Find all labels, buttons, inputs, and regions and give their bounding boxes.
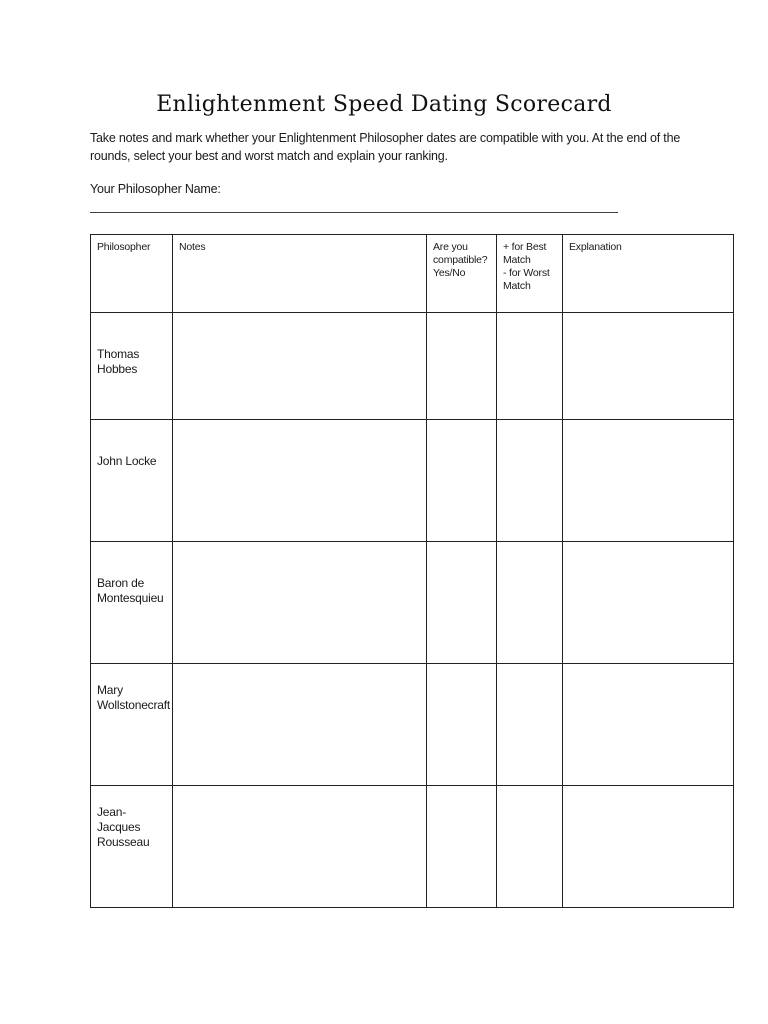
table-row xyxy=(91,313,734,420)
explanation-cell[interactable] xyxy=(563,313,734,420)
philosopher-name: Mary Wollstonecraft xyxy=(91,664,173,786)
notes-cell[interactable] xyxy=(173,542,427,664)
compatible-cell[interactable] xyxy=(427,542,497,664)
explanation-cell[interactable] xyxy=(563,542,734,664)
header-notes: Notes xyxy=(173,235,427,313)
match-cell[interactable] xyxy=(497,542,563,664)
header-match: + for Best Match - for Worst Match xyxy=(497,235,563,313)
instructions-text: Take notes and mark whether your Enlightenment Philosopher dates are compatible with you. At the end of the rounds, select your best and worst match and explain your ranking. xyxy=(90,131,681,163)
notes-cell[interactable] xyxy=(173,313,427,420)
explanation-cell[interactable] xyxy=(563,420,734,542)
notes-cell[interactable] xyxy=(173,420,427,542)
explanation-cell[interactable] xyxy=(563,786,734,908)
compatible-cell[interactable] xyxy=(427,313,497,420)
philosopher-name: Baron de Montesquieu xyxy=(91,542,173,664)
table-row xyxy=(91,542,734,664)
explanation-cell[interactable] xyxy=(563,664,734,786)
philosopher-name: John Locke xyxy=(91,420,173,542)
match-cell[interactable] xyxy=(497,786,563,908)
page-title: Enlightenment Speed Dating Scorecard xyxy=(156,92,612,117)
header-compatible: Are you compatible? Yes/No xyxy=(427,235,497,313)
compatible-cell[interactable] xyxy=(427,664,497,786)
scorecard-table xyxy=(90,234,734,908)
header-row xyxy=(91,235,734,313)
table-row xyxy=(91,420,734,542)
table-row xyxy=(91,786,734,908)
philosopher-name-label: Your Philosopher Name: xyxy=(90,182,221,196)
notes-cell[interactable] xyxy=(173,664,427,786)
compatible-cell[interactable] xyxy=(427,420,497,542)
compatible-cell[interactable] xyxy=(427,786,497,908)
philosopher-name-blank-line[interactable] xyxy=(90,212,618,213)
table-row xyxy=(91,664,734,786)
notes-cell[interactable] xyxy=(173,786,427,908)
header-explanation: Explanation xyxy=(563,235,734,313)
match-cell[interactable] xyxy=(497,420,563,542)
match-cell[interactable] xyxy=(497,313,563,420)
philosopher-name: Thomas Hobbes xyxy=(91,313,173,420)
header-philosopher: Philosopher xyxy=(91,235,173,313)
philosopher-name: Jean-Jacques Rousseau xyxy=(91,786,173,908)
match-cell[interactable] xyxy=(497,664,563,786)
